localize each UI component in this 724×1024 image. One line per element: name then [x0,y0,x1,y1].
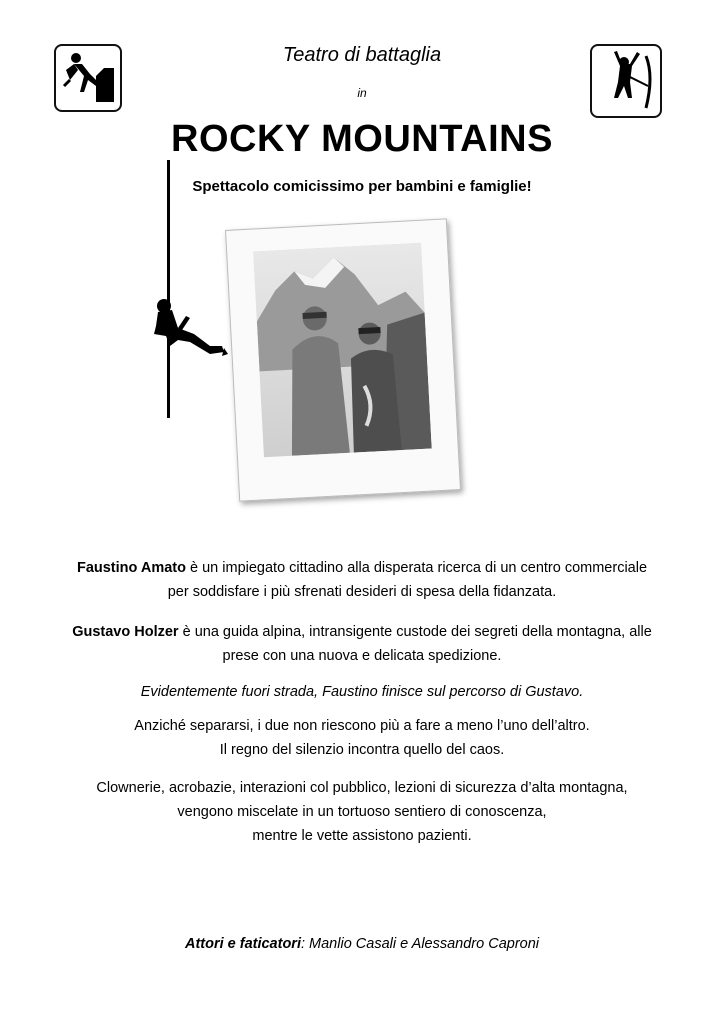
paragraph-gustavo [40,620,684,668]
paragraph-clownerie-line2: vengono miscelate in un tortuoso sentiero di conoscenza, [177,804,547,820]
credits-names: : Manlio Casali e Alessandro Caproni [300,936,540,952]
paragraph-offroad [40,680,684,704]
photo-frame [225,218,461,501]
hiker-climbing-icon [54,44,122,112]
paragraph-gustavo-text: è una guida alpina, intransigente custode dei segreti della montagna, alle [178,624,652,640]
paragraph-faustino-text: è un impiegato cittadino alla disperata ricerca di un centro commerciale [186,560,648,576]
page-subtitle: Spettacolo comicissimo per bambini e famiglie! [192,178,532,195]
credits-label: Attori e faticatori [184,936,301,952]
paragraph-clownerie-line1: Clownerie, acrobazie, interazioni col pubblico, lezioni di sicurezza d’alta montagna, [96,780,628,796]
paragraph-clownerie-line3: mentre le vette assistono pazienti. [252,828,472,844]
paragraph-offroad-text: Evidentemente fuori strada, Faustino finisce sul percorso di Gustavo. [140,684,584,700]
paragraph-clownerie [40,776,684,848]
paragraph-gustavo-line2: prese con una nuova e delicata spedizione. [222,648,502,664]
in-label: in [357,86,367,100]
rappelling-climber-icon [150,296,232,362]
paragraph-faustino-line2: per soddisfare i più sfrenati desideri di spesa della fidanzata. [167,584,557,600]
two-mountaineers-photo [253,243,432,458]
rock-climber-icon [590,44,662,118]
gustavo-name: Gustavo Holzer [72,624,179,640]
paragraph-separation-line2: Il regno del silenzio incontra quello del caos. [219,742,505,758]
paragraph-faustino [40,556,684,604]
faustino-name: Faustino Amato [76,560,186,576]
rope-line [167,160,170,418]
company-name: Teatro di battaglia [282,44,442,66]
paragraph-separation [40,714,684,762]
paragraph-separation-line1: Anziché separarsi, i due non riescono più a fare a meno l’uno dell’altro. [134,718,590,734]
page-title: ROCKY MOUNTAINS [171,118,553,160]
credits [40,932,684,956]
